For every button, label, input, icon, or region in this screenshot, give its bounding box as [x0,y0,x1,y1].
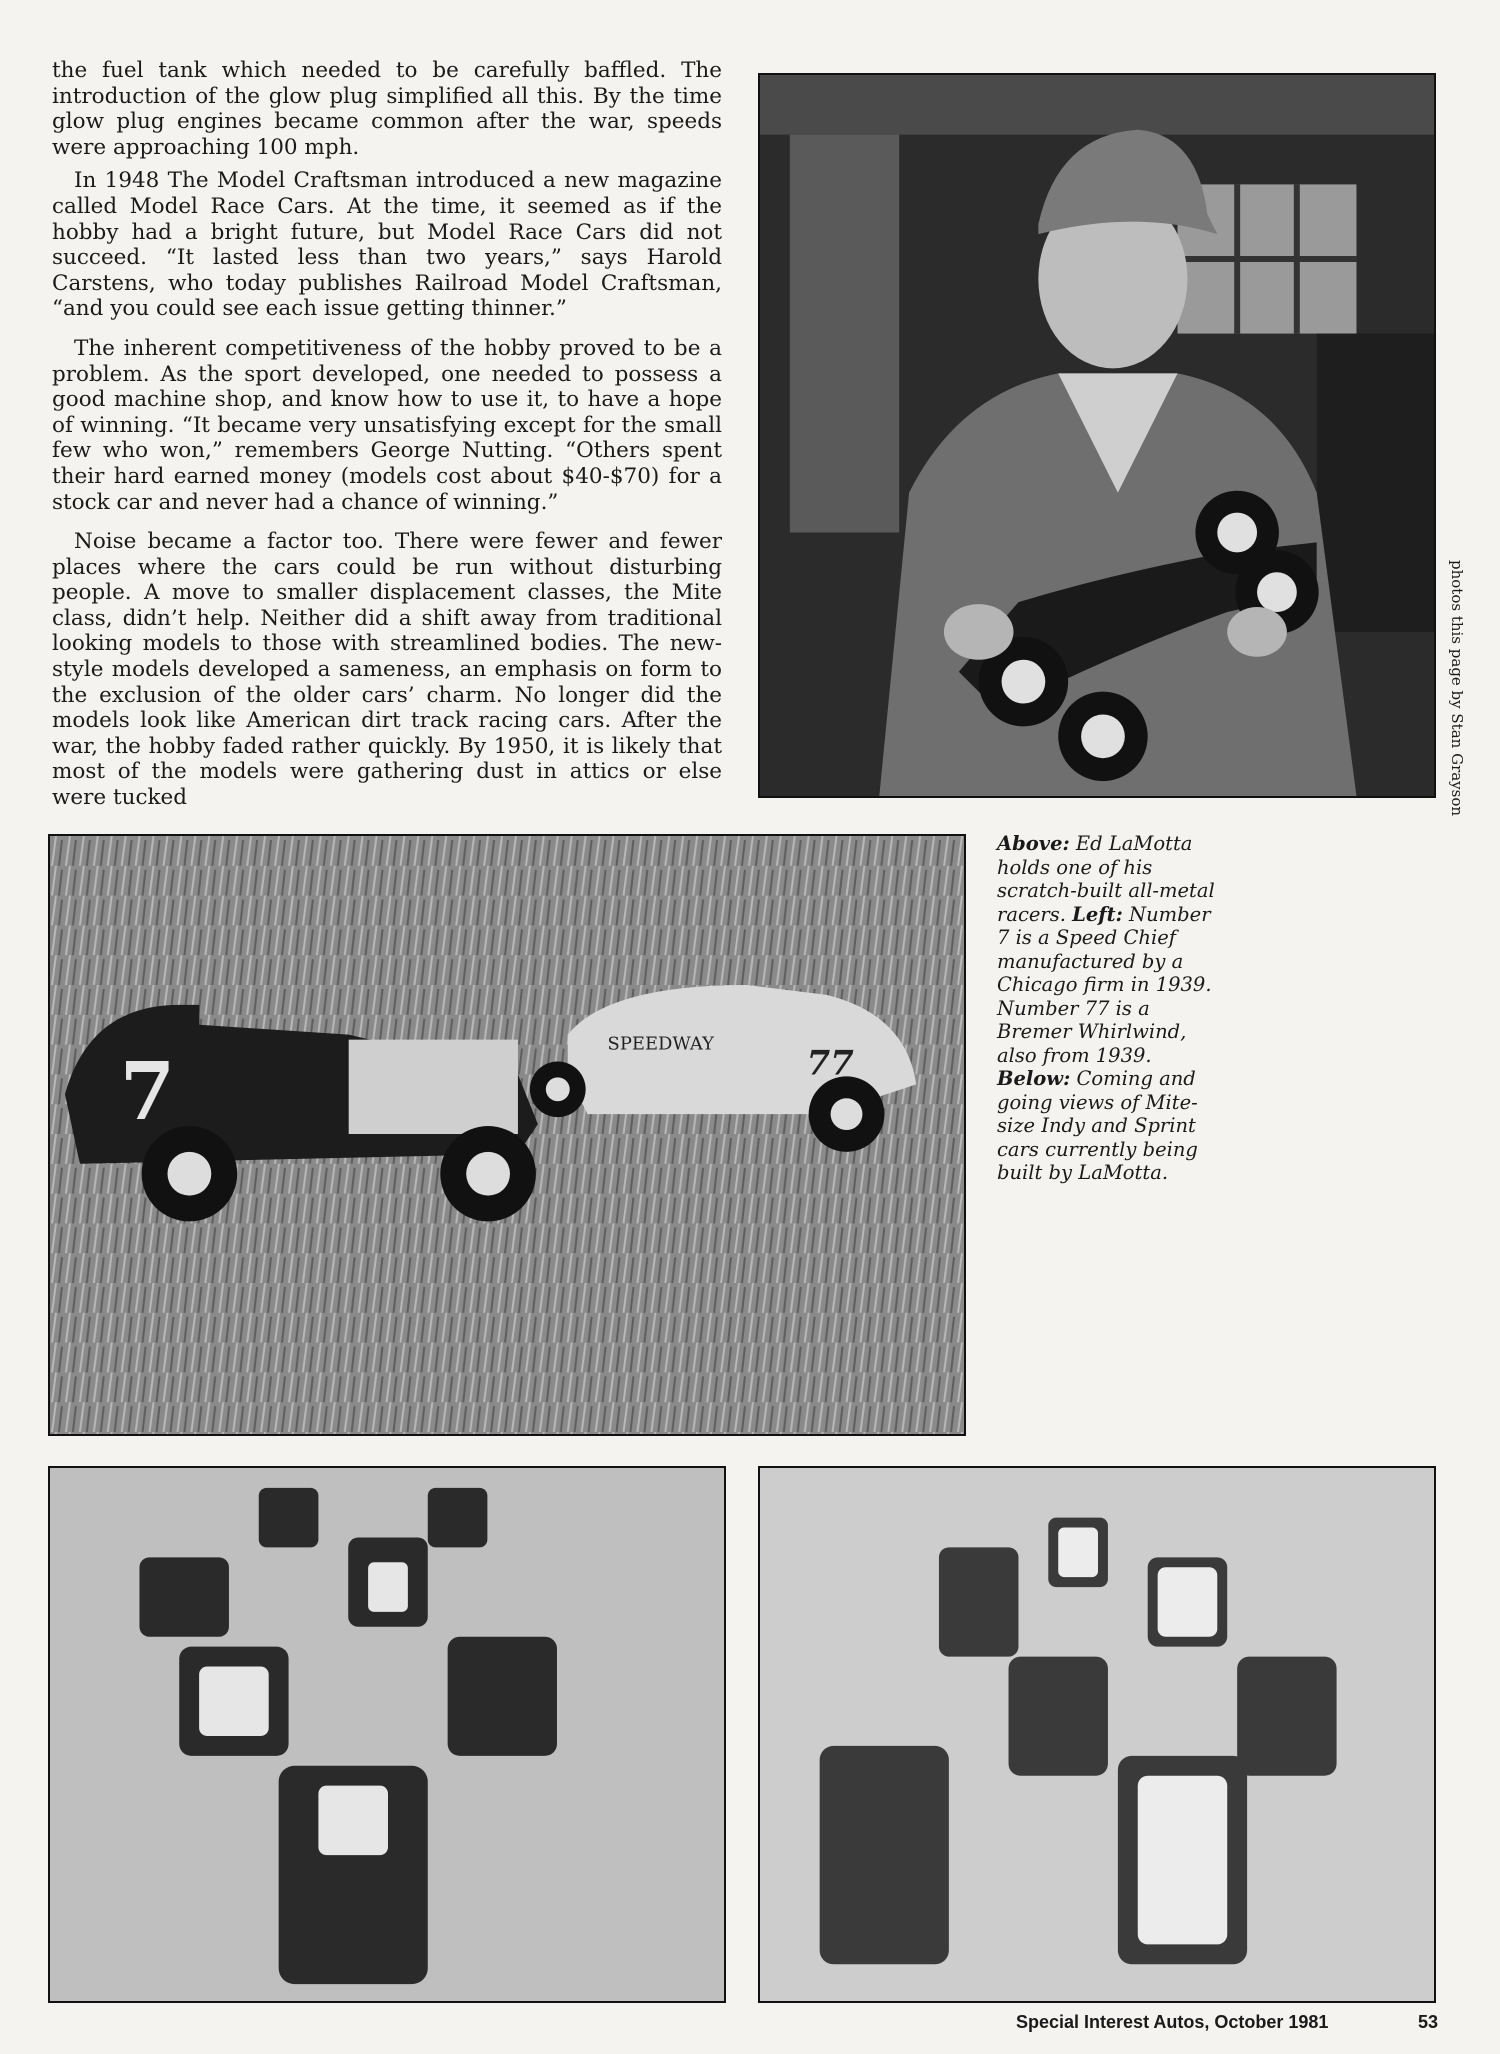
photo-caption [997,832,1217,1185]
caption-below-label: Below: [997,1067,1071,1090]
footer-publication: Special Interest Autos, October 1981 [1016,2012,1329,2032]
photo-racers-in-grass [48,834,966,1436]
paragraph-2: In 1948 The Model Craftsman introduced a new magazine called Model Race Cars. At the time, it seemed as if the hobby had a bright future, but Model Race Cars did not succeed. “It lasted less than two years,” says Harold Carstens, who today publishes Railroad Model Craftsman, “and you could see each issue getting thinner.” [52,168,722,322]
car-7-number: 7 [119,1044,176,1139]
photo-cars-coming [48,1466,726,2003]
caption-above-label: Above: [997,832,1070,855]
photo-lamotta-holding-racer [758,73,1436,798]
paragraph-3: The inherent competitiveness of the hobby proved to be a problem. As the sport developed, one needed to possess a good machine shop, and know how to use it, to have a hope of winning. “It became very unsatisfying except for the small few who won,” remembers George Nutting. “Others spent their hard earned money (models cost about $40-$70) for a stock car and never had a chance of winning.” [52,335,722,515]
car-77-lettering: SPEEDWAY [607,1033,714,1055]
caption-left-label: Left: [1072,902,1123,926]
caption-above-text: Ed LaMotta holds one of his scratch-built all-metal racers. [997,832,1215,926]
caption-below-text: Coming and going views of Mite-size Indy and Sprint cars currently being built by LaMotta. [997,1067,1198,1184]
photo-credit: photos this page by Stan Grayson [1448,560,1466,817]
article-body [52,58,722,819]
photo-cars-going [758,1466,1436,2003]
paragraph-1: the fuel tank which needed to be carefully baffled. The introduction of the glow plug simplified all this. By the time glow plug engines became common after the war, speeds were approaching 100 mph. [52,58,722,160]
caption-left-text: Number 7 is a Speed Chief manufactured by a Chicago firm in 1939. Number 77 is a Bremer Whirlwind, also from 1939. [997,902,1212,1067]
car-77-number: 77 [806,1042,854,1083]
paragraph-4: Noise became a factor too. There were fewer and fewer places where the cars could be run without disturbing people. A move to smaller displacement classes, the Mite class, didn’t help. Neither did a shift away from traditional looking models to those with streamlined bodies. The new-style models developed a sameness, an emphasis on form to the exclusion of the older cars’ charm. No longer did the models look like American dirt track racing cars. After the war, the hobby faded rather quickly. By 1950, it is likely that most of the models were gathering dust in attics or else were tucked [52,529,722,811]
page-number: 53 [1418,2012,1439,2032]
